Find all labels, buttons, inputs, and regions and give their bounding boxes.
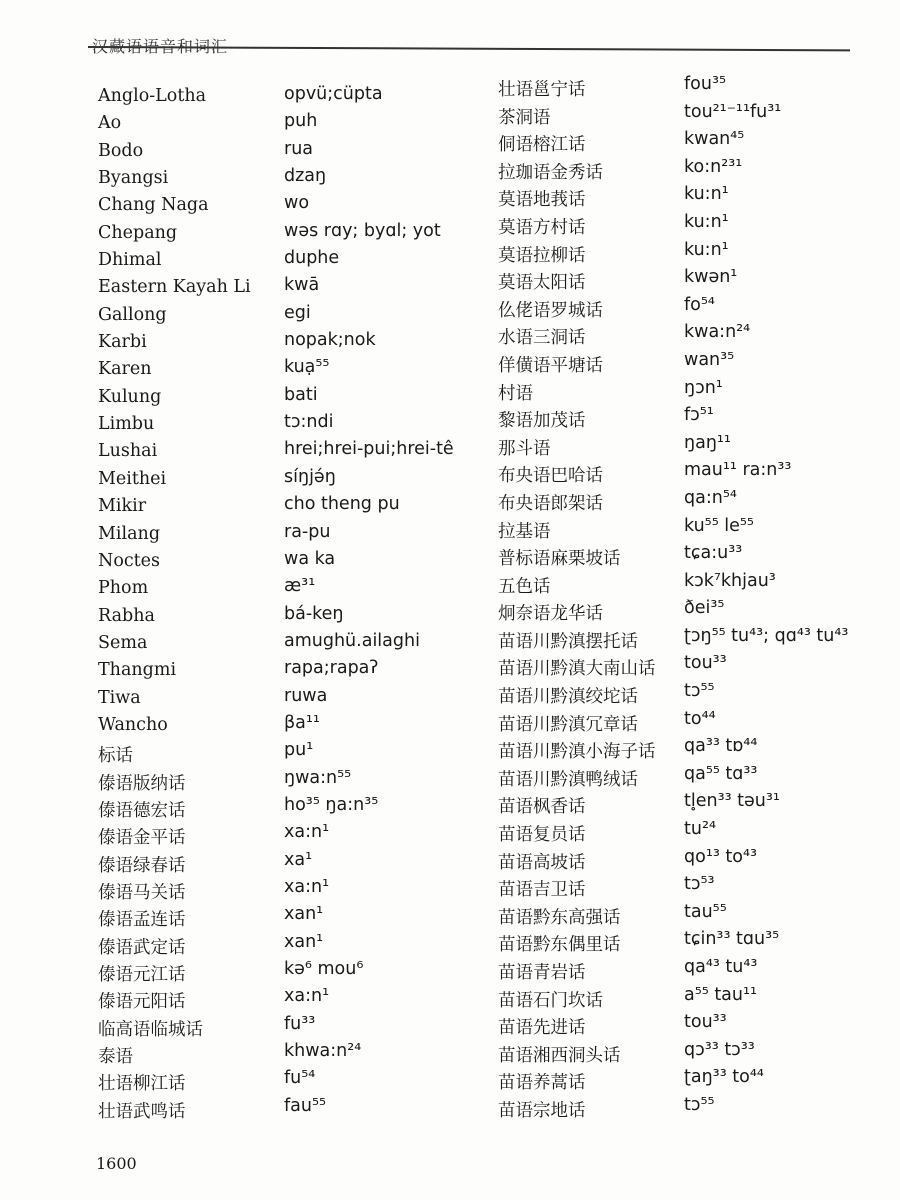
word-form: xa:n¹ xyxy=(284,986,330,1007)
language-name: 傣语武定话 xyxy=(98,937,186,958)
language-name: 傣语版纳话 xyxy=(98,773,186,794)
word-form: tu²⁴ xyxy=(684,819,716,840)
word-form: xa:n¹ xyxy=(284,876,330,897)
language-name: 莫语拉柳话 xyxy=(498,245,586,266)
word-form: xan¹ xyxy=(284,931,324,952)
word-form: to⁴⁴ xyxy=(684,708,716,729)
language-name: 苗语青岩话 xyxy=(498,963,586,983)
word-form: tou²¹⁻¹¹fu³¹ xyxy=(684,101,782,122)
page-number: 1600 xyxy=(96,1154,137,1173)
language-name: 壮语柳江话 xyxy=(98,1074,186,1095)
word-form: kuạ⁵⁵ xyxy=(284,357,330,378)
language-name: 炯奈语龙华话 xyxy=(498,604,603,625)
word-form: æ³¹ xyxy=(284,576,316,597)
language-name: 傣语元江话 xyxy=(98,965,186,985)
word-form: tɔ⁵⁵ xyxy=(684,1094,715,1115)
language-name: Wancho xyxy=(98,714,168,735)
word-form: qɔ³³ tɔ³³ xyxy=(684,1039,755,1060)
language-name: 苗语黔东偶里话 xyxy=(498,935,621,956)
language-name: 莫语地莪话 xyxy=(498,190,586,211)
language-name: Gallong xyxy=(98,304,167,325)
language-name: 布央语巴哈话 xyxy=(498,466,603,487)
language-name: Bodo xyxy=(98,140,144,161)
word-form: xa¹ xyxy=(284,849,313,870)
word-form: qa⁵⁵ tɑ³³ xyxy=(684,763,758,784)
language-name: 苗语吉卫话 xyxy=(498,880,586,901)
word-form: síŋjə́ŋ xyxy=(284,466,336,487)
language-name: Chepang xyxy=(98,222,178,243)
language-name: Anglo-Lotha xyxy=(98,86,207,106)
word-form: bati xyxy=(284,384,318,405)
language-name: Milang xyxy=(98,523,161,544)
language-name: Kulung xyxy=(98,386,162,407)
language-name: 苗语川黔滇摆托话 xyxy=(498,631,638,652)
word-form: wan³⁵ xyxy=(684,349,735,370)
word-form: kə⁶ mou⁶ xyxy=(284,959,364,979)
language-name: 苗语黔东高强话 xyxy=(498,907,621,928)
word-form: nopak;nok xyxy=(284,330,376,351)
word-form: wəs rɑy; byɑl; yot xyxy=(284,220,441,241)
word-form: dzaŋ xyxy=(284,166,327,187)
language-name: 苗语石门坎话 xyxy=(498,990,603,1011)
language-name: 苗语川黔滇大南山话 xyxy=(498,659,656,680)
language-name: 傣语绿春话 xyxy=(98,855,186,876)
language-name: 苗语复员话 xyxy=(498,825,586,846)
word-form: ruwa xyxy=(284,685,328,706)
language-name: Rabha xyxy=(98,605,155,626)
word-form: khwa:n²⁴ xyxy=(284,1041,362,1062)
word-form: mau¹¹ ra:n³³ xyxy=(684,460,792,481)
language-name: Eastern Kayah Li xyxy=(98,277,251,298)
word-form: tou³³ xyxy=(684,1012,727,1033)
word-form: ra-pu xyxy=(284,521,331,542)
language-name: 布央语郎架话 xyxy=(498,493,603,514)
language-name: Karen xyxy=(98,359,152,380)
word-form: ʈaŋ³³ to⁴⁴ xyxy=(684,1067,764,1088)
language-name: 五色话 xyxy=(498,576,551,597)
word-form: puh xyxy=(284,111,318,132)
language-name: 傣语金平话 xyxy=(98,828,186,849)
language-name: 拉基语 xyxy=(498,521,551,542)
running-head-title: 汉藏语语音和词汇 xyxy=(92,37,229,56)
word-form: duphe xyxy=(284,248,340,269)
word-form: kɔk⁷khjau³ xyxy=(684,570,776,591)
word-form: kwan⁴⁵ xyxy=(684,129,745,150)
word-form: ku:n¹ xyxy=(684,239,729,260)
language-name: 苗语高坡话 xyxy=(498,852,586,873)
language-name: 莫语太阳话 xyxy=(498,273,586,294)
word-form: βa¹¹ xyxy=(284,712,320,733)
language-name: 苗语川黔滇鸭绒话 xyxy=(498,769,638,790)
word-form: fu⁵⁴ xyxy=(284,1068,316,1089)
word-form: ðei³⁵ xyxy=(684,598,725,619)
word-form: tɔ⁵³ xyxy=(684,874,715,895)
language-name: 那斗语 xyxy=(498,438,551,459)
word-form: ku:n¹ xyxy=(684,184,729,205)
word-form: tɕin³³ tɑu³⁵ xyxy=(684,929,780,950)
word-form: a⁵⁵ tau¹¹ xyxy=(684,984,758,1005)
word-form: rua xyxy=(284,138,314,159)
word-form: fo⁵⁴ xyxy=(684,294,715,315)
word-form: tou³³ xyxy=(684,653,727,674)
word-form: tɕa:u³³ xyxy=(684,543,743,564)
language-name: 村语 xyxy=(498,383,533,404)
word-form: ku⁵⁵ le⁵⁵ xyxy=(684,515,754,536)
language-name: 泰语 xyxy=(98,1047,133,1068)
language-name: 仫佬语罗城话 xyxy=(498,300,603,321)
language-name: 苗语川黔滇小海子话 xyxy=(498,742,656,763)
word-form: amughü.ailaghi xyxy=(284,630,420,651)
language-name: Byangsi xyxy=(98,168,169,189)
language-name: Thangmi xyxy=(98,660,177,681)
language-name: Meithei xyxy=(98,468,167,489)
language-name: Karbi xyxy=(98,332,147,353)
language-name: Ao xyxy=(98,113,122,134)
word-form: hrei;hrei-pui;hrei-tê xyxy=(284,439,454,460)
word-form: pu¹ xyxy=(284,740,314,761)
language-name: Dhimal xyxy=(98,250,162,271)
word-form: ho³⁵ ŋa:n³⁵ xyxy=(284,794,379,815)
language-name: 壮语邕宁话 xyxy=(498,80,586,100)
word-form: qo¹³ to⁴³ xyxy=(684,846,758,867)
language-name: Tiwa xyxy=(98,687,141,708)
language-name: 傣语元阳话 xyxy=(98,992,186,1013)
language-name: 苗语养蒿话 xyxy=(498,1073,586,1094)
word-form: cho theng pu xyxy=(284,494,400,515)
word-form: ko:n²³¹ xyxy=(684,156,743,177)
language-name: 傣语马关话 xyxy=(98,882,186,903)
language-name: Sema xyxy=(98,632,148,653)
language-name: 临高语临城话 xyxy=(98,1019,203,1040)
word-form: ku:n¹ xyxy=(684,211,729,232)
word-form: kwā xyxy=(284,275,320,296)
word-form: fɔ⁵¹ xyxy=(684,405,714,426)
language-name: 壮语武鸣话 xyxy=(98,1101,186,1122)
word-form: xa:n¹ xyxy=(284,822,330,843)
language-name: 标话 xyxy=(98,746,133,767)
word-form: wo xyxy=(284,193,310,214)
language-name: 茶洞语 xyxy=(498,107,551,128)
language-name: 傣语孟连话 xyxy=(98,910,186,931)
language-name: 苗语川黔滇冗章话 xyxy=(498,714,638,735)
word-form: xan¹ xyxy=(284,904,324,925)
word-form: ŋɔn¹ xyxy=(684,377,723,398)
word-form: egi xyxy=(284,302,311,323)
word-form: fau⁵⁵ xyxy=(284,1095,327,1116)
language-name: 水语三洞话 xyxy=(498,328,586,349)
language-name: Chang Naga xyxy=(98,195,209,216)
word-form: qa³³ tɒ⁴⁴ xyxy=(684,736,758,757)
word-form: ŋwa:n⁵⁵ xyxy=(284,767,352,788)
language-name: 拉珈语金秀话 xyxy=(498,162,603,183)
language-name: Lushai xyxy=(98,441,158,462)
word-form: rapa;rapaʔ xyxy=(284,658,379,679)
word-form: kwa:n²⁴ xyxy=(684,322,751,343)
language-name: 莫语方村话 xyxy=(498,217,586,238)
word-form: fu³³ xyxy=(284,1013,316,1034)
word-form: ŋaŋ¹¹ xyxy=(684,432,731,453)
language-name: 苗语川黔滇绞坨话 xyxy=(498,687,638,708)
word-form: kwən¹ xyxy=(684,267,738,288)
language-name: 苗语宗地话 xyxy=(498,1100,586,1121)
language-name: 苗语先进话 xyxy=(498,1018,586,1039)
word-form: tau⁵⁵ xyxy=(684,901,727,922)
language-name: 苗语枫香话 xyxy=(498,797,586,818)
language-name: Noctes xyxy=(98,550,161,571)
language-name: 黎语加茂话 xyxy=(498,411,586,432)
word-form: tɔ:ndi xyxy=(284,412,334,433)
language-name: Phom xyxy=(98,578,149,599)
word-form: ʈɔŋ⁵⁵ tu⁴³; qɑ⁴³ tu⁴³ xyxy=(684,625,849,646)
word-form: tl̥en³³ təu³¹ xyxy=(684,791,780,812)
language-name: 傣语德宏话 xyxy=(98,800,186,821)
word-form: fou³⁵ xyxy=(684,74,726,94)
word-form: tɔ⁵⁵ xyxy=(684,681,715,702)
word-form: bá-keŋ xyxy=(284,603,344,624)
language-name: Limbu xyxy=(98,414,155,435)
word-form: qa⁴³ tu⁴³ xyxy=(684,957,758,977)
language-name: Mikir xyxy=(98,496,147,517)
word-form: opvü;cüpta xyxy=(284,84,383,104)
language-name: 佯僙语平塘话 xyxy=(498,355,603,376)
language-name: 苗语湘西洞头话 xyxy=(498,1045,621,1066)
word-form: qa:n⁵⁴ xyxy=(684,487,737,508)
language-name: 普标语麻栗坡话 xyxy=(498,549,621,570)
language-name: 侗语榕江话 xyxy=(498,135,586,156)
word-form: wa ka xyxy=(284,548,336,569)
